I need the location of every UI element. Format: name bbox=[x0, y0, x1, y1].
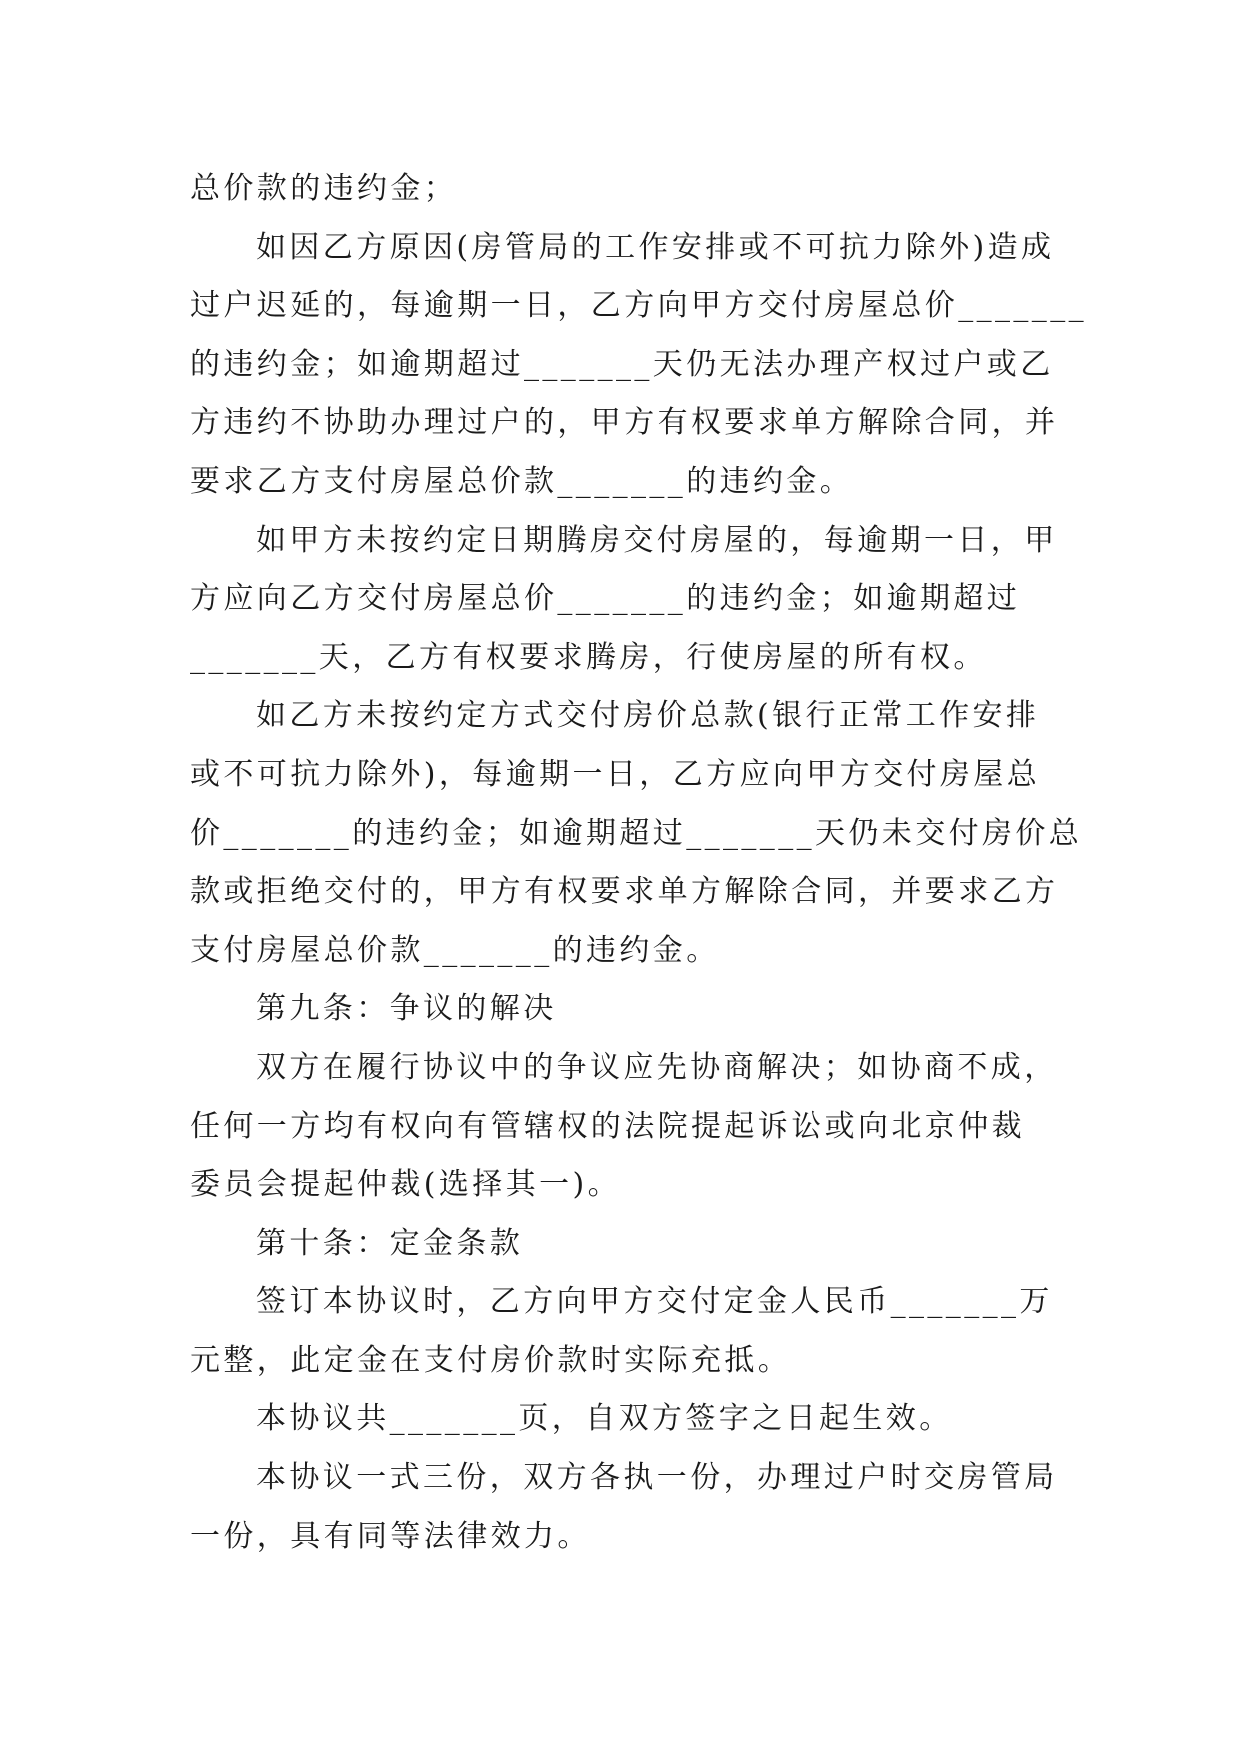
text-line: 方违约不协助办理过户的，甲方有权要求单方解除合同，并 bbox=[190, 405, 1059, 441]
text-line: 的违约金；如逾期超过_______天仍无法办理产权过户或乙 bbox=[190, 346, 1054, 382]
text-line: 元整，此定金在支付房价款时实际充抵。 bbox=[190, 1342, 792, 1378]
text-line: 要求乙方支付房屋总价款_______的违约金。 bbox=[190, 463, 854, 499]
section-heading: 第九条：争议的解决 bbox=[256, 991, 557, 1027]
text-line: 委员会提起仲裁(选择其一)。 bbox=[190, 1167, 622, 1203]
text-line: 总价款的违约金； bbox=[190, 171, 458, 206]
text-line: 如乙方未按约定方式交付房价总款(银行正常工作安排 bbox=[256, 698, 1040, 734]
text-line: 本协议共_______页，自双方签字之日起生效。 bbox=[256, 1401, 953, 1437]
text-line: 价_______的违约金；如逾期超过_______天仍未交付房价总 bbox=[190, 815, 1083, 851]
text-line: 如因乙方原因(房管局的工作安排或不可抗力除外)造成 bbox=[256, 229, 1055, 265]
text-line: 过户迟延的，每逾期一日，乙方向甲方交付房屋总价_______ bbox=[190, 288, 1087, 324]
text-line: 本协议一式三份，双方各执一份，办理过户时交房管局 bbox=[256, 1460, 1058, 1496]
text-line: _______天，乙方有权要求腾房，行使房屋的所有权。 bbox=[190, 639, 987, 675]
text-line: 任何一方均有权向有管辖权的法院提起诉讼或向北京仲裁 bbox=[190, 1108, 1025, 1144]
text-line: 支付房屋总价款_______的违约金。 bbox=[190, 932, 720, 968]
text-line: 如甲方未按约定日期腾房交付房屋的，每逾期一日，甲 bbox=[256, 522, 1058, 558]
text-line: 签订本协议时，乙方向甲方交付定金人民币_______万 bbox=[256, 1284, 1053, 1320]
text-line: 方应向乙方交付房屋总价_______的违约金；如逾期超过 bbox=[190, 581, 1021, 617]
text-line: 双方在履行协议中的争议应先协商解决；如协商不成， bbox=[256, 1049, 1058, 1085]
text-line: 或不可抗力除外)，每逾期一日，乙方应向甲方交付房屋总 bbox=[190, 756, 1041, 792]
text-line: 一份，具有同等法律效力。 bbox=[190, 1518, 591, 1554]
section-heading: 第十条：定金条款 bbox=[256, 1225, 524, 1261]
text-line: 款或拒绝交付的，甲方有权要求单方解除合同，并要求乙方 bbox=[190, 874, 1059, 910]
document-body bbox=[190, 160, 1087, 1566]
